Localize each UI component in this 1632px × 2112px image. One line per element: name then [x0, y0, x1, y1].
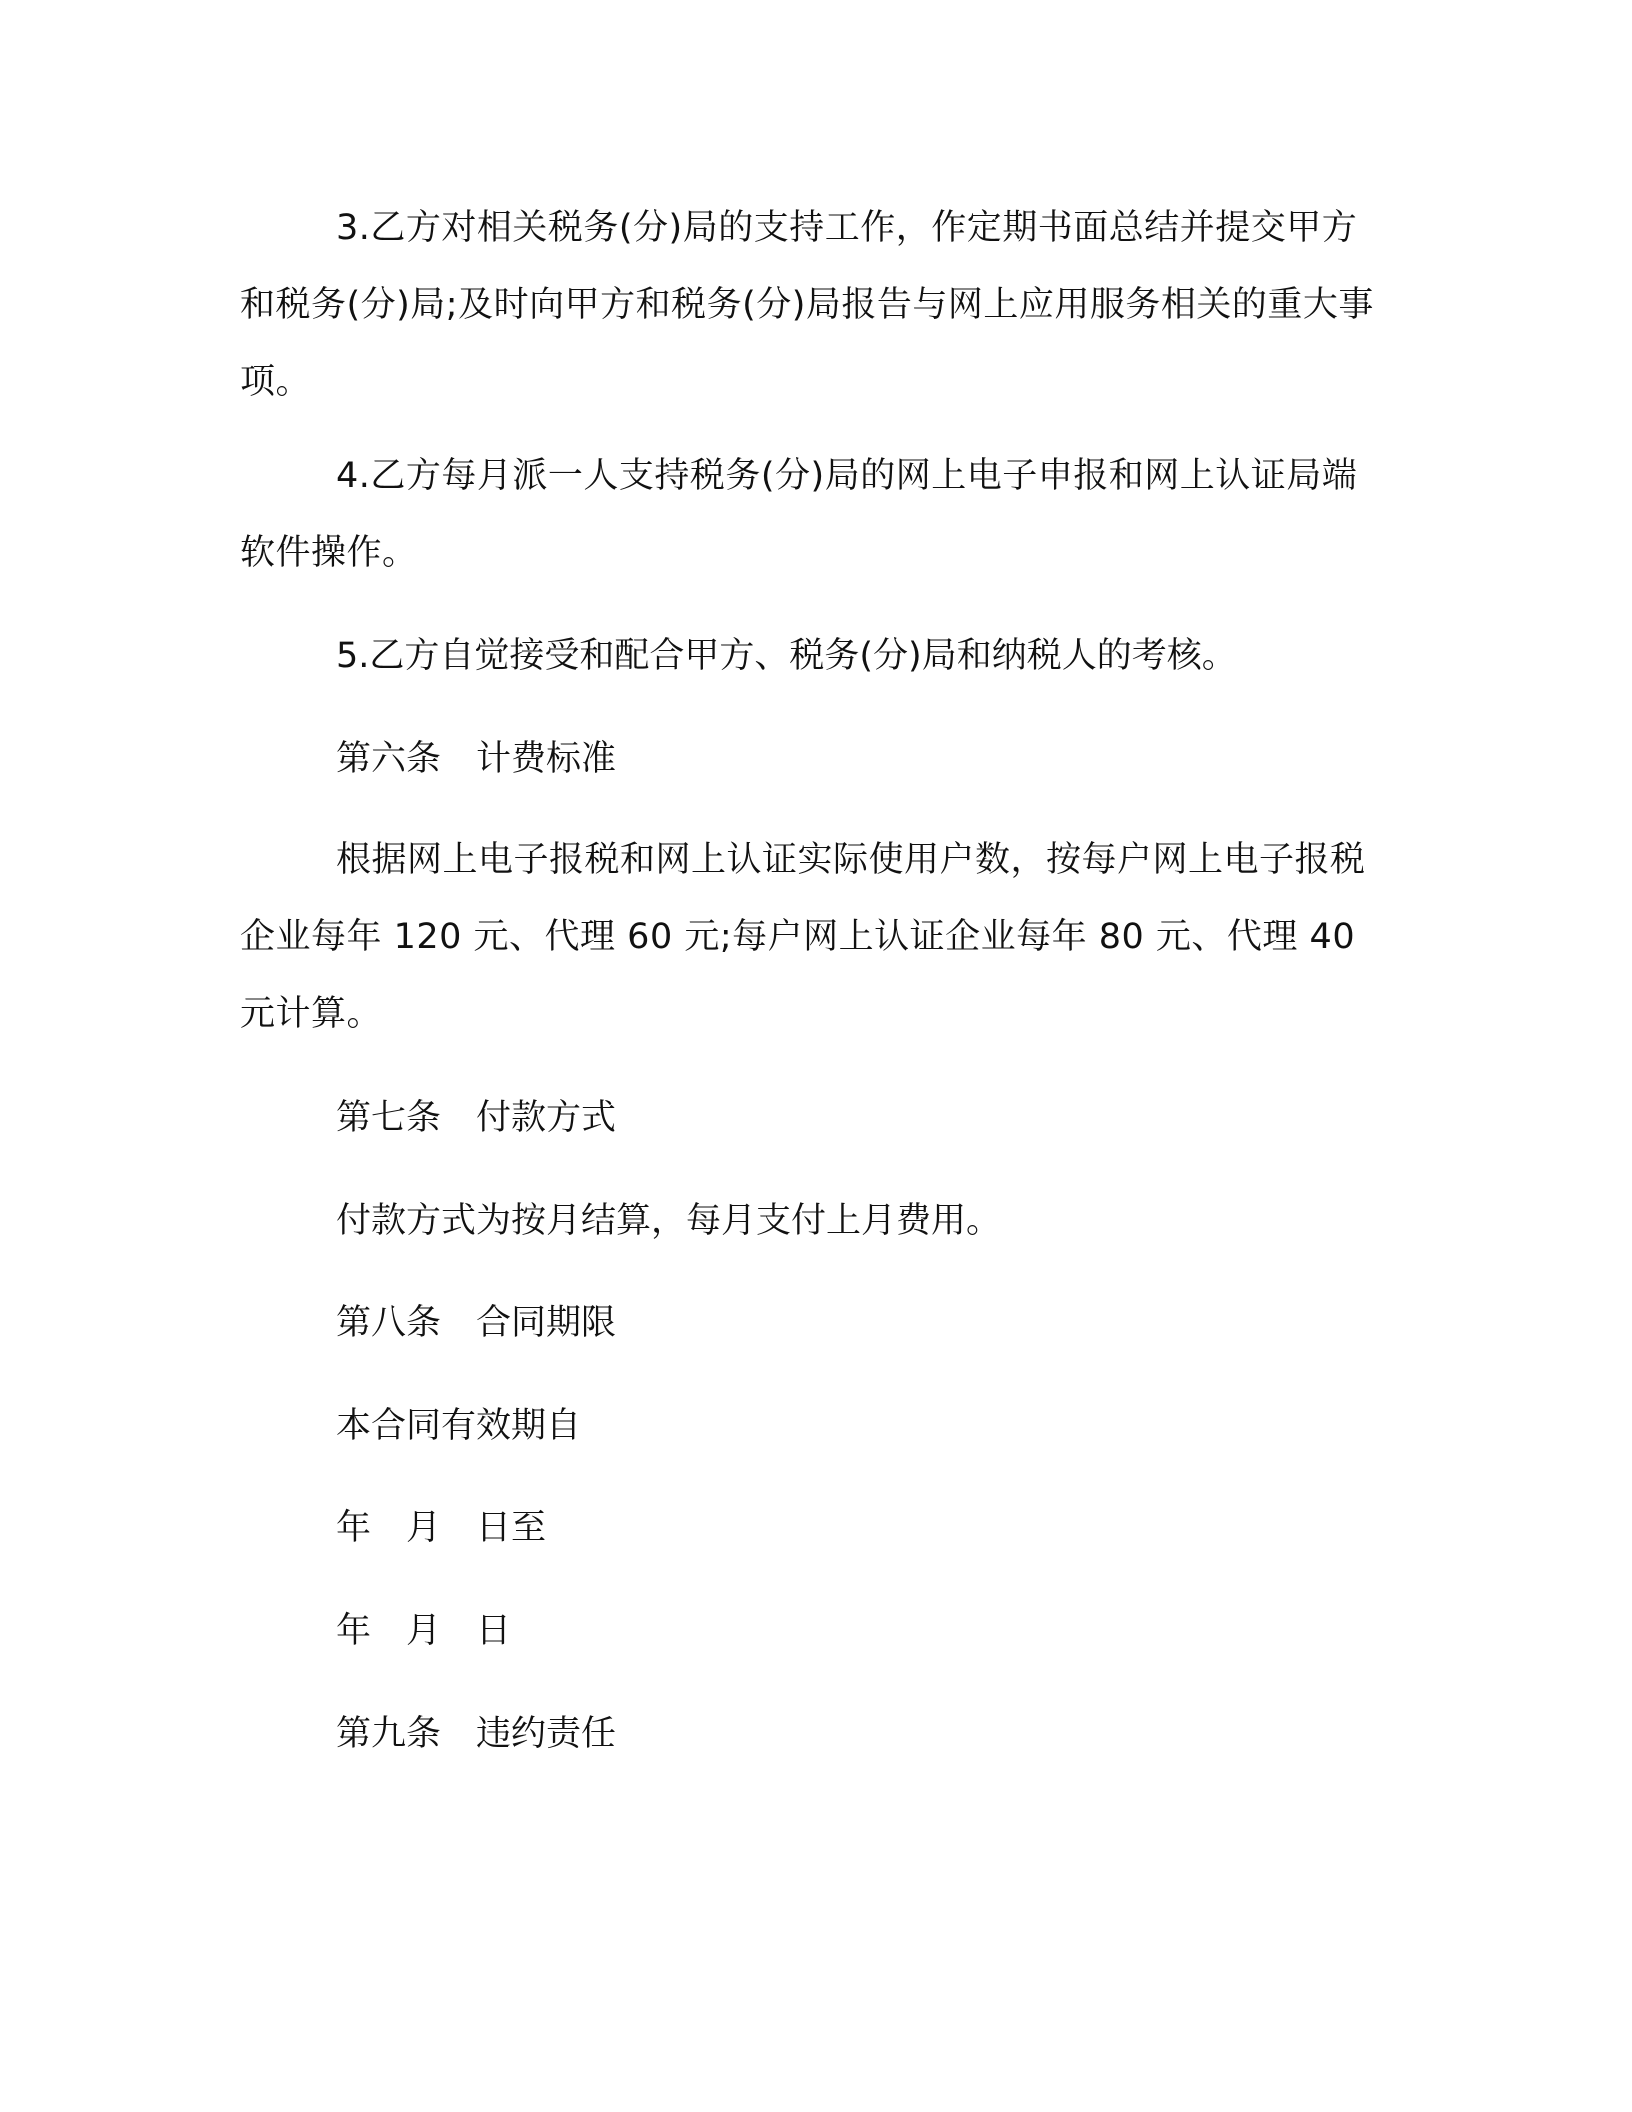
- clause-item-4: [240, 438, 1380, 592]
- paragraph: 3.乙方对相关税务(分)局的支持工作，作定期书面总结并提交甲方和税务(分)局;及时向甲方和税务(分)局报告与网上应用服务相关的重大事项。: [240, 208, 1374, 402]
- clause-item-3: [240, 190, 1380, 421]
- date-to-line: 年 月 日: [336, 1611, 512, 1651]
- article-8-body: 本合同有效期自: [336, 1406, 582, 1446]
- date-from-line: 年 月 日至: [336, 1508, 547, 1548]
- article-6-heading: 第六条 计费标准: [336, 739, 617, 779]
- clause-item-5: 5.乙方自觉接受和配合甲方、税务(分)局和纳税人的考核。: [336, 636, 1237, 676]
- paragraph: 4.乙方每月派一人支持税务(分)局的网上电子申报和网上认证局端软件操作。: [240, 456, 1358, 573]
- article-6-body: [240, 822, 1380, 1053]
- paragraph: 根据网上电子报税和网上认证实际使用户数，按每户网上电子报税企业每年 120 元、代理 60 元;每户网上认证企业每年 80 元、代理 40 元计算。: [240, 840, 1366, 1034]
- article-7-heading: 第七条 付款方式: [336, 1098, 617, 1138]
- article-9-heading: 第九条 违约责任: [336, 1714, 617, 1754]
- article-7-body: 付款方式为按月结算，每月支付上月费用。: [336, 1201, 1002, 1241]
- article-8-heading: 第八条 合同期限: [336, 1303, 617, 1343]
